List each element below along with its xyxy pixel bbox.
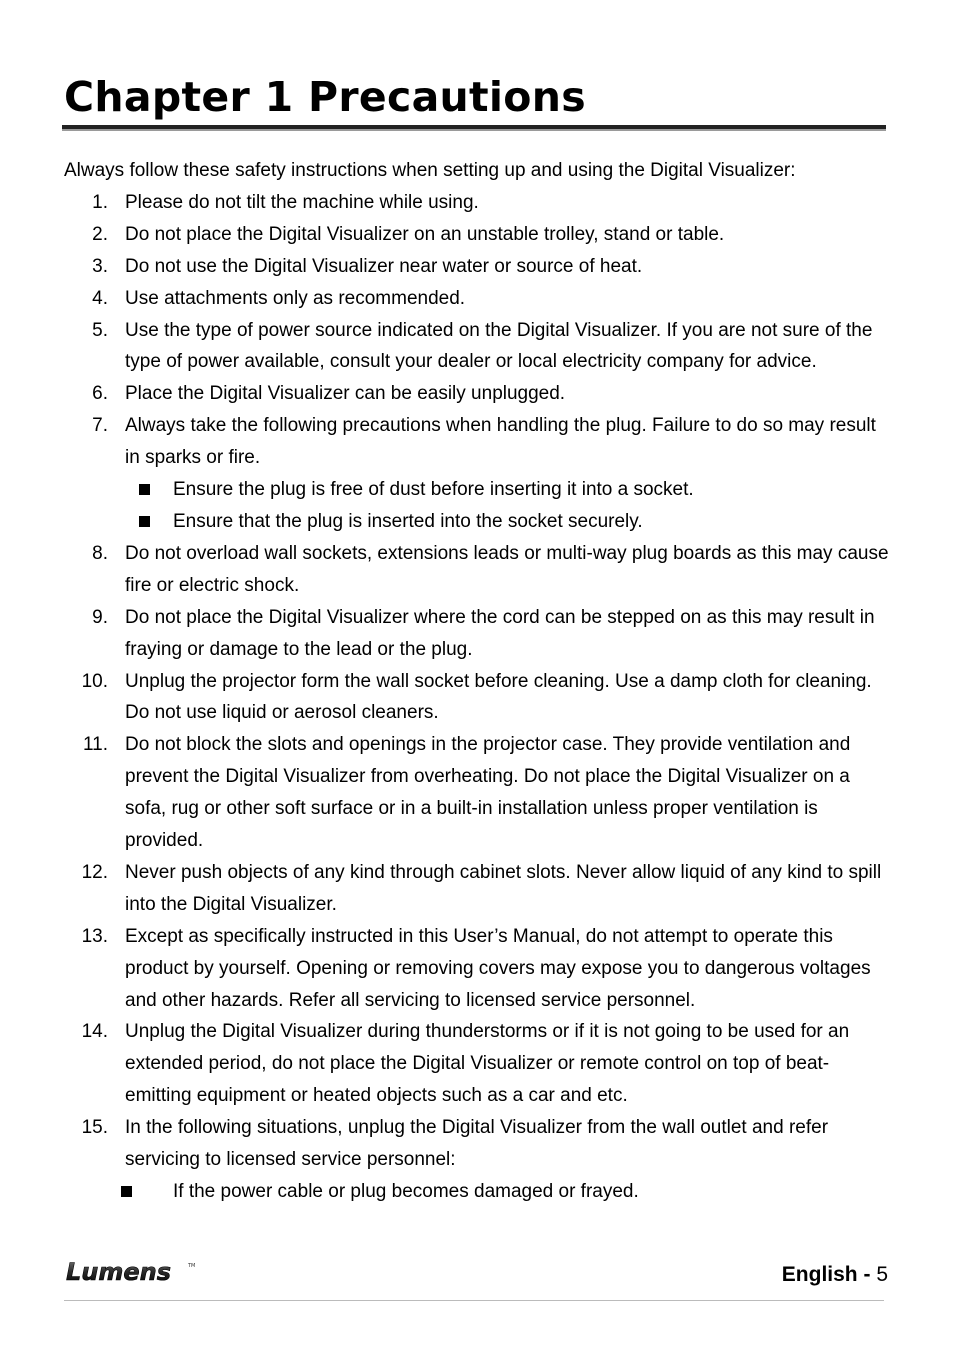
list-item bbox=[64, 219, 889, 251]
sub-item-text: Ensure the plug is free of dust before inserting it into a socket. bbox=[173, 479, 694, 501]
brand-logo bbox=[64, 1258, 199, 1286]
item-text: Do not use the Digital Visualizer near water or source of heat. bbox=[125, 255, 643, 277]
item-text: Do not overload wall sockets, extensions leads or multi-way plug boards as this may cause fire or electric shock. bbox=[125, 542, 889, 596]
item-text: Do not place the Digital Visualizer where the cord can be stepped on as this may result in fraying or damage to the lead or the plug. bbox=[125, 606, 875, 660]
footer-separator: - bbox=[863, 1263, 871, 1286]
item-number: 8. bbox=[92, 542, 108, 564]
page-number: 5 bbox=[876, 1263, 888, 1286]
list-item bbox=[64, 283, 889, 315]
list-item bbox=[64, 251, 889, 283]
item-text: Always take the following precautions when handling the plug. Failure to do so may result in sparks or fire. bbox=[125, 415, 876, 469]
sub-item-text: Ensure that the plug is inserted into the socket securely. bbox=[173, 510, 643, 532]
list-item bbox=[64, 315, 889, 379]
list-item bbox=[64, 666, 889, 730]
list-item bbox=[64, 378, 889, 410]
precautions-list bbox=[64, 187, 889, 1176]
item-text: Use attachments only as recommended. bbox=[125, 287, 466, 309]
item-number: 15. bbox=[81, 1117, 108, 1139]
list-item bbox=[64, 1016, 889, 1112]
item-number: 6. bbox=[92, 383, 108, 405]
item-number: 5. bbox=[92, 319, 108, 341]
page-footer-label bbox=[782, 1262, 888, 1288]
square-bullet-icon bbox=[139, 516, 150, 527]
language-label: English bbox=[781, 1263, 858, 1286]
document-body bbox=[64, 155, 889, 1208]
item-text: Use the type of power source indicated on the Digital Visualizer. If you are not sure of the type of power available, consult your dealer or local electricity company for advice. bbox=[125, 319, 873, 373]
item-number: 7. bbox=[92, 415, 108, 437]
item-text: Unplug the projector form the wall socket before cleaning. Use a damp cloth for cleaning. Do not use liquid or aerosol cleaners. bbox=[125, 670, 872, 724]
square-bullet-icon bbox=[121, 1186, 132, 1197]
footer-divider bbox=[64, 1300, 884, 1301]
trademark-mark: TM bbox=[188, 1263, 196, 1269]
item-text: Except as specifically instructed in this User’s Manual, do not attempt to operate this product by yourself. Opening or removing covers may expose you to dangerous voltages and other hazards. Refer all servicing to licensed service personnel. bbox=[125, 925, 871, 1011]
item-number: 2. bbox=[92, 223, 108, 245]
square-bullet-icon bbox=[139, 484, 150, 495]
plug-precautions-sublist bbox=[125, 474, 889, 538]
list-item bbox=[64, 921, 889, 1017]
list-item bbox=[64, 1112, 889, 1176]
item-text: Place the Digital Visualizer can be easily unplugged. bbox=[125, 383, 566, 405]
list-item bbox=[64, 187, 889, 219]
item-text: Do not block the slots and openings in the projector case. They provide ventilation and prevent the Digital Visualizer from overheating. Do not place the Digital Visualizer on a sofa, rug or other soft surface or in a built-in installation unless proper ventilation is provided. bbox=[125, 734, 851, 852]
item-text: Please do not tilt the machine while using. bbox=[125, 191, 479, 213]
list-item bbox=[64, 410, 889, 538]
item-number: 3. bbox=[92, 255, 108, 277]
logo-wordmark: Lumens bbox=[66, 1258, 172, 1286]
item-number: 4. bbox=[92, 287, 108, 309]
list-item bbox=[64, 729, 889, 857]
item-number: 10. bbox=[81, 670, 108, 692]
page-title: Chapter 1 Precautions bbox=[64, 73, 586, 121]
sub-list-item bbox=[64, 1176, 889, 1208]
intro-text: Always follow these safety instructions when setting up and using the Digital Visualizer: bbox=[64, 160, 796, 181]
sub-list-item bbox=[125, 474, 889, 506]
lumens-logo-icon bbox=[64, 1258, 199, 1286]
list-item bbox=[64, 538, 889, 602]
item-text: Do not place the Digital Visualizer on an unstable trolley, stand or table. bbox=[125, 223, 725, 245]
item-number: 14. bbox=[81, 1021, 108, 1043]
list-item bbox=[64, 857, 889, 921]
list-item bbox=[64, 602, 889, 666]
sub-list-item bbox=[125, 506, 889, 538]
item-number: 11. bbox=[82, 734, 108, 756]
item-number: 9. bbox=[92, 606, 108, 628]
item-number: 13. bbox=[81, 925, 108, 947]
sub-item-text: If the power cable or plug becomes damaged or frayed. bbox=[173, 1181, 639, 1202]
title-divider-shadow bbox=[62, 129, 886, 131]
item-text: In the following situations, unplug the Digital Visualizer from the wall outlet and refer servicing to licensed service personnel: bbox=[125, 1117, 829, 1171]
item-number: 12. bbox=[81, 861, 108, 883]
item-text: Unplug the Digital Visualizer during thunderstorms or if it is not going to be used for an extended period, do not place the Digital Visualizer or remote control on top of beat-emitting equipment or heated objects such as a car and etc. bbox=[125, 1021, 850, 1107]
item-text: Never push objects of any kind through cabinet slots. Never allow liquid of any kind to spill into the Digital Visualizer. bbox=[125, 861, 882, 915]
item-number: 1. bbox=[92, 191, 108, 213]
